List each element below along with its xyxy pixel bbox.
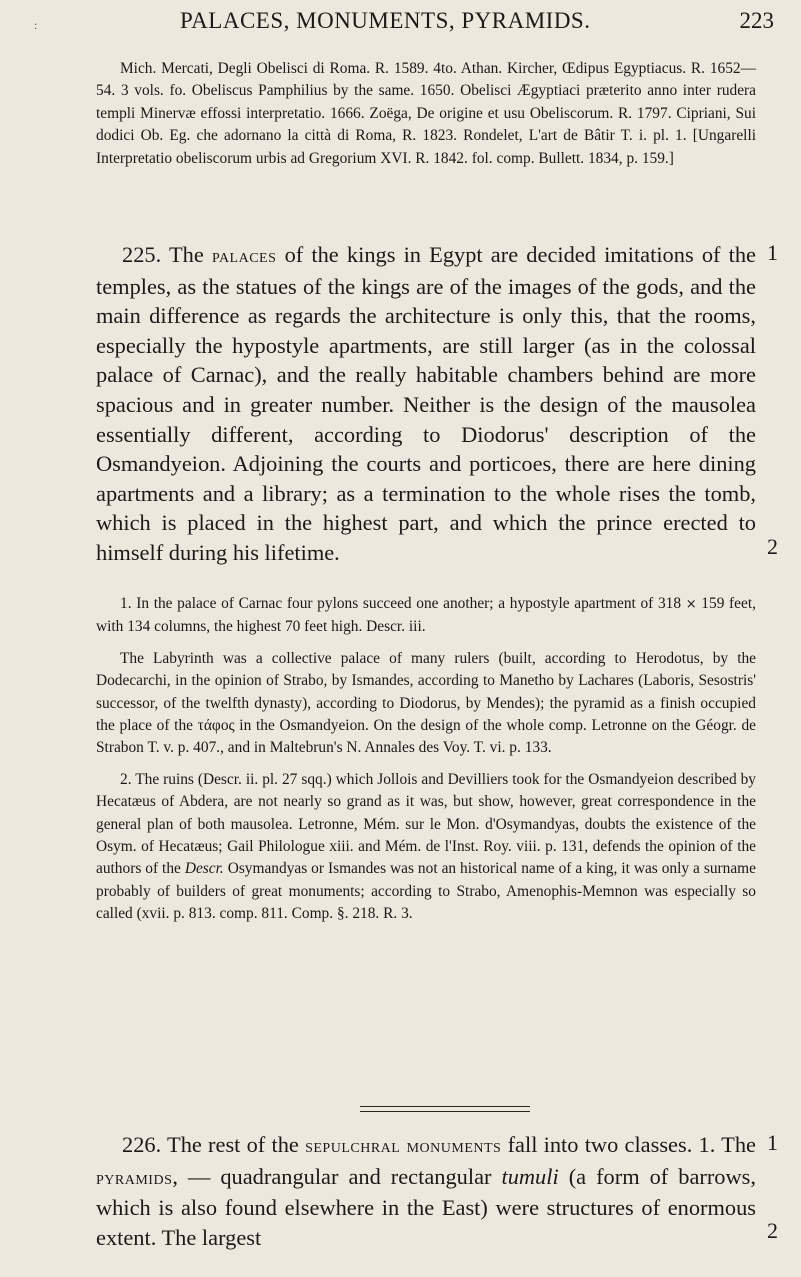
- section-225-number: 225.: [122, 242, 162, 267]
- section-225: [96, 240, 756, 568]
- section-225-smallcaps: palaces: [211, 245, 277, 267]
- bibliography-block: [96, 58, 756, 170]
- section-226-italic: tumuli: [501, 1163, 559, 1189]
- margin-number: 1: [767, 1130, 778, 1155]
- margin-number: 1: [767, 240, 778, 265]
- section-226-paragraph: 226. The rest of the sepulchral monuments fall into two classes. 1. The pyramids, — quadrangular and rectangular tumuli (a form of barrows, which is also found elsewhere in the East) were structures of enormous extent. The largest: [96, 1132, 756, 1250]
- section-226: [96, 1130, 756, 1252]
- running-title: PALACES, MONUMENTS, PYRAMIDS.: [180, 8, 591, 33]
- section-226-smallcaps-1: sepulchral monuments: [305, 1135, 502, 1157]
- times-sign: ×: [685, 597, 697, 612]
- note-1-labyrinth: The Labyrinth was a collective palace of many rulers (built, according to Herodotus, by the Dodecarchi, in the opinion of Strabo, by Ismandes, according to Manetho by Lachares (Laboris, Sesostris' successor, of the twelfth dynasty), according to Diodorus, by Mendes); the pyramid as a finish occupied the place of the τάφος in the Osmandyeion. On the design of the whole comp. Letronne on the Géogr. de Strabon T. v. p. 407., and in Maltebrun's N. Annales des Voy. T. vi. p. 133.: [96, 649, 756, 757]
- section-225-text: of the kings in Egypt are decided imitations of the temples, as the statues of the kings are of the images of the gods, and the main difference as regards the architecture is only this, that the rooms, especially the hypostyle apartments, are still larger (as in the colossal palace of Carnac), and the really habitable chambers behind are more spacious and in greater number. Neither is the design of the mausolea essentially different, according to Diodorus' description of the Osmandyeion. Adjoining the courts and porticoes, there are here dining apartments and a library; as a termination to the whole rises the tomb, which is placed in the highest part, and which the prince erected to himself during his lifetime.: [96, 242, 756, 565]
- margin-number: 2: [767, 1218, 778, 1243]
- section-226-smallcaps-2: pyramids: [96, 1166, 173, 1189]
- note-2-descr: Descr.: [184, 860, 224, 878]
- margin-number: 2: [767, 534, 778, 559]
- section-226-number: 226.: [122, 1132, 162, 1157]
- notes-225: [96, 593, 756, 926]
- running-header: [34, 8, 784, 48]
- page-number: 223: [739, 8, 774, 33]
- note-2: 2. The ruins (Descr. ii. pl. 27 sqq.) which Jollois and Devilliers took for the Osmandyeion described by Hecatæus of Abdera, are not nearly so grand as it was, but show, however, great correspondence in the general plan of both mausolea. Letronne, Mém. sur le Mon. d'Osymandyas, doubts the existence of the Osym. of Hecatæus; Gail Philologue xiii. and Mém. de l'Inst. Roy. viii. p. 131, defends the opinion of the authors of the Descr. Osymandyas or Ismandes was not an historical name of a king, it was only a surname probably of builders of great monuments; according to Strabo, Amenophis-Memnon was especially so called (xvii. p. 813. comp. 811. Comp. §. 218. R. 3.: [96, 770, 756, 923]
- section-225-lead: The: [168, 242, 204, 267]
- edge-mark: :: [34, 18, 38, 32]
- section-divider: [360, 1111, 530, 1112]
- note-1: 1. In the palace of Carnac four pylons succeed one another; a hypostyle apartment of 318 × 159 feet, with 134 columns, the highest 70 feet high. Descr. iii.: [96, 595, 756, 636]
- bibliography-text: Mich. Mercati, Degli Obelisci di Roma. R. 1589. 4to. Athan. Kircher, Œdipus Egyptiacus. R. 1652—54. 3 vols. fo. Obeliscus Pamphilius by the same. 1650. Obelisci Ægyptiaci præterito anno inter rudera templi Minervæ effossi interpretatio. 1666. Zoëga, De origine et usu Obeliscorum. R. 1797. Cipriani, Sui dodici Ob. Eg. che adornano la città di Roma, R. 1823. Rondelet, L'art de Bâtir T. i. pl. 1. [Ungarelli Interpretatio obeliscorum urbis ad Gregorium XVI. R. 1842. fol. comp. Bullett. 1834, p. 159.]: [96, 60, 756, 167]
- section-225-paragraph: [96, 240, 756, 568]
- section-divider: [360, 1106, 530, 1107]
